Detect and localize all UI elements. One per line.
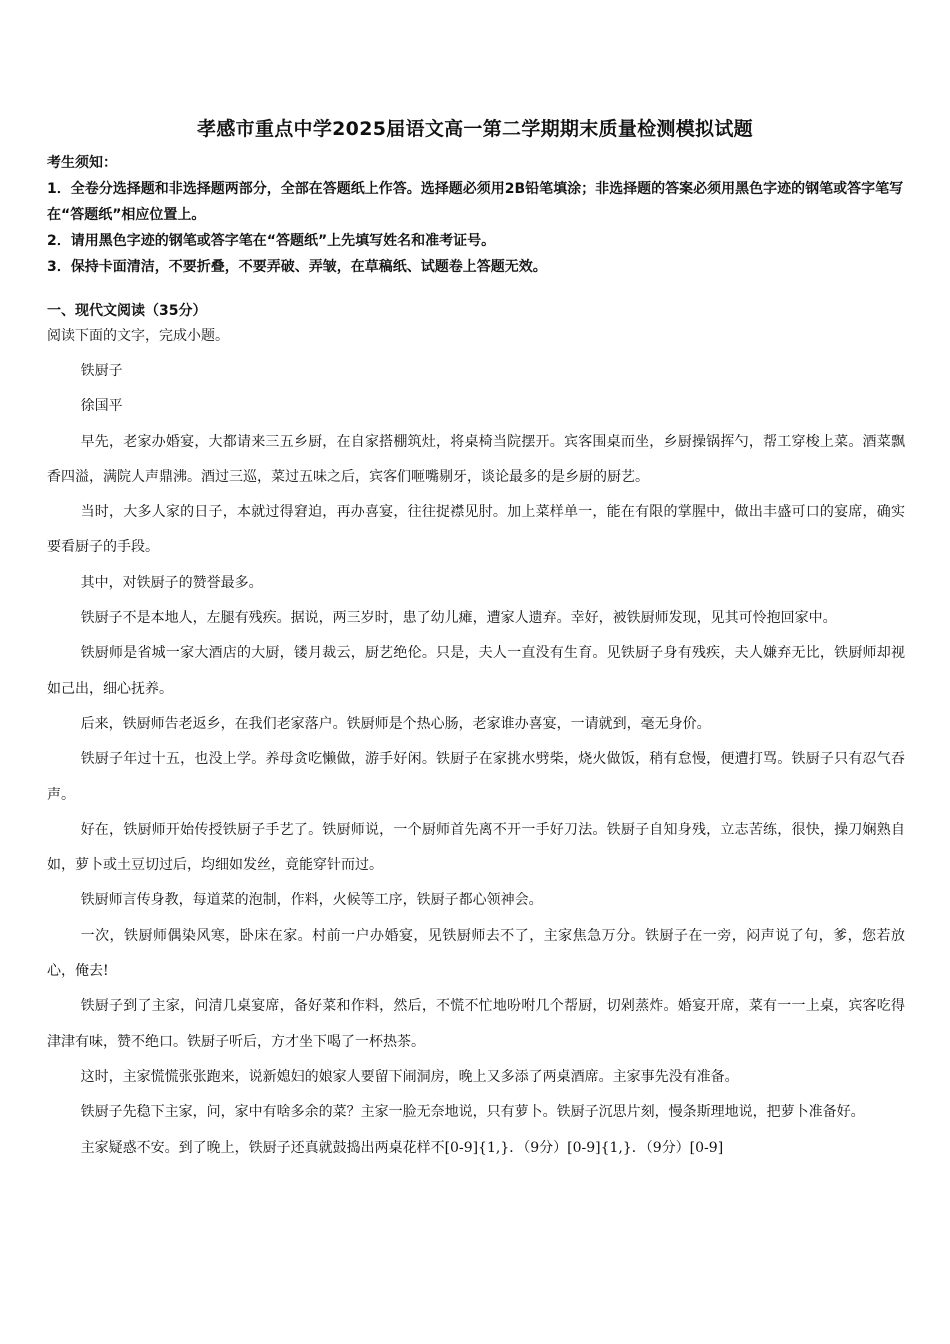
passage-author: 徐国平 [80,398,123,415]
section-heading: 一、现代文阅读（35分） [47,303,207,319]
passage-paragraph: 铁厨子先稳下主家，问，家中有啥多余的菜？主家一脸无奈地说，只有萝卜。铁厨子沉思片刻，慢条斯理地说，把萝卜准备好。 [80,1104,865,1121]
passage-paragraph: 后来，铁厨师告老返乡，在我们老家落户。铁厨师是个热心肠，老家谁办喜宴，一请就到，毫无身价。 [80,715,711,732]
passage-paragraph: 好在，铁厨师开始传授铁厨子手艺了。铁厨师说，一个厨师首先离不开一手好刀法。铁厨子自知身残，立志苦练，很快，操刀娴熟自如，萝卜或土豆切过后，均细如发丝，竟能穿针而过。 [47,821,905,874]
notice-item: 2．请用黑色字迹的钢笔或答字笔在“答题纸”上先填写姓名和准考证号。 [47,233,496,249]
passage-paragraph: 这时，主家慌慌张张跑来，说新媳妇的娘家人要留下闹洞房，晚上又多添了两桌酒席。主家事先没有准备。 [80,1068,739,1085]
notice-heading: 考生须知： [47,155,117,171]
notice-item: 3．保持卡面清洁，不要折叠，不要弄破、弄皱，在草稿纸、试题卷上答题无效。 [47,259,547,275]
passage-paragraph: 主家疑惑不安。到了晚上，铁厨子还真就鼓捣出两桌花样不[0-9]{1,}．（9分）[0-9]{1,}．（9分）[0-9] [80,1139,724,1156]
passage-paragraph: 一次，铁厨师偶染风寒，卧床在家。村前一户办婚宴，见铁厨师去不了，主家焦急万分。铁厨子在一旁，闷声说了句，爹，您若放心，俺去! [47,927,905,980]
section-instruction: 阅读下面的文字，完成小题。 [47,328,229,344]
passage-paragraph: 铁厨子年过十五，也没上学。养母贪吃懒做，游手好闲。铁厨子在家挑水劈柴，烧火做饭，稍有怠慢，便遭打骂。铁厨子只有忍气吞声。 [47,751,905,803]
page-title: 孝感市重点中学2025届语文高一第二学期期末质量检测模拟试题 [197,118,753,140]
passage-paragraph: 当时，大多人家的日子，本就过得窘迫，再办喜宴，往往捉襟见肘。加上菜样单一，能在有限的掌腥中，做出丰盛可口的宴席，确实要看厨子的手段。 [47,504,905,556]
passage-title: 铁厨子 [80,363,123,379]
passage-paragraph: 铁厨子不是本地人，左腿有残疾。据说，两三岁时，患了幼儿瘫，遭家人遗弃。幸好，被铁厨师发现，见其可怜抱回家中。 [80,610,837,627]
notice-item: 1．全卷分选择题和非选择题两部分，全部在答题纸上作答。选择题必须用2B铅笔填涂；非选择题的答案必须用黑色字迹的钢笔或答字笔写在“答题纸”相应位置上。 [47,181,904,223]
passage-paragraph: 铁厨子到了主家，问清几桌宴席，备好菜和作料，然后，不慌不忙地吩咐几个帮厨，切剁蒸炸。婚宴开席，菜有一一上桌，宾客吃得津津有味，赞不绝口。铁厨子听后，方才坐下喝了一杯热茶。 [47,998,905,1050]
passage-paragraph: 铁厨师言传身教，每道菜的泡制，作料，火候等工序，铁厨子都心领神会。 [80,892,543,909]
passage-paragraph: 铁厨师是省城一家大酒店的大厨，镂月裁云，厨艺绝伦。只是，夫人一直没有生育。见铁厨子身有残疾，夫人嫌弃无比，铁厨师却视如己出，细心抚养。 [47,645,905,697]
candidate-notice [47,150,907,280]
passage-paragraph: 早先，老家办婚宴，大都请来三五乡厨，在自家搭棚筑灶，将桌椅当院摆开。宾客围桌而坐，乡厨操锅挥勺，帮工穿梭上菜。酒菜飘香四溢，满院人声鼎沸。酒过三巡，菜过五味之后，宾客们咂嘴剔牙，谈论最多的是乡厨的厨艺。 [47,433,905,485]
reading-passage [47,354,905,1166]
passage-paragraph: 其中，对铁厨子的赞誉最多。 [80,574,263,591]
